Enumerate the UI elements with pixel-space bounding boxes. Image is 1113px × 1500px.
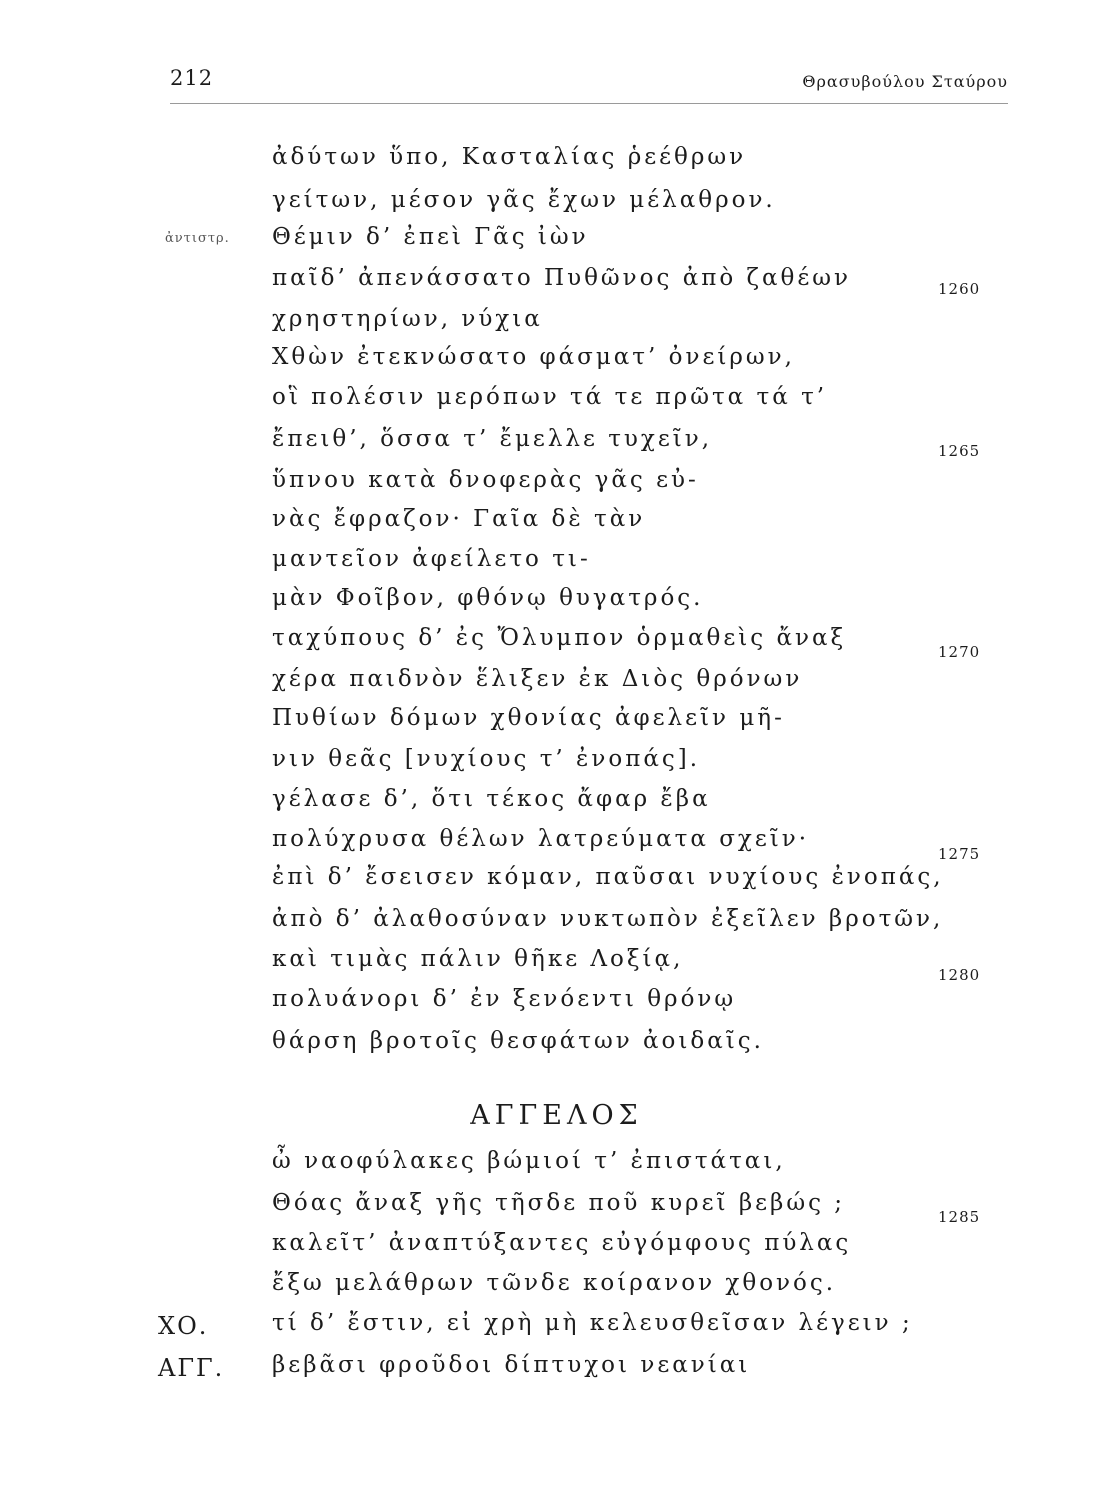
verse-line: Πυθίων δόμων χθονίας ἀφελεῖν μῆ-: [272, 705, 785, 731]
verse-line: πολυάνορι δ’ ἐν ξενόεντι θρόνῳ: [272, 986, 737, 1012]
verse-line: μαντεῖον ἀφείλετο τι-: [272, 546, 591, 572]
verse-line: Χθὼν ἐτεκνώσατο φάσματ’ ὀνείρων,: [272, 344, 795, 370]
verse-line: μὰν Φοῖβον, φθόνῳ θυγατρός.: [272, 585, 704, 611]
header-rule: [170, 103, 1008, 104]
speaker-label-chorus: ΧΟ.: [158, 1312, 209, 1340]
running-head: Θρασυβούλου Σταύρου: [802, 72, 1008, 91]
verse-line: παῖδ’ ἀπενάσσατο Πυθῶνος ἀπὸ ζαθέων: [272, 265, 851, 291]
line-number: 1280: [938, 966, 981, 984]
line-number: 1260: [938, 280, 981, 298]
speaker-label-messenger: ΑΓΓ.: [158, 1354, 225, 1382]
verse-line: ἀδύτων ὕπο, Κασταλίας ῥεέθρων: [272, 144, 747, 170]
page-number: 212: [170, 66, 214, 90]
verse-line: γέλασε δ’, ὅτι τέκος ἄφαρ ἔβα: [272, 786, 711, 812]
verse-line: βεβᾶσι φροῦδοι δίπτυχοι νεανίαι: [272, 1352, 751, 1378]
verse-line: νὰς ἔφραζον· Γαῖα δὲ τὰν: [272, 506, 646, 532]
verse-line: θάρση βροτοῖς θεσφάτων ἀοιδαῖς.: [272, 1028, 764, 1054]
section-heading: ΑΓΓΕΛΟΣ: [470, 1100, 643, 1131]
line-number: 1285: [938, 1208, 981, 1226]
verse-line: ὕπνου κατὰ δνοφερὰς γᾶς εὐ-: [272, 467, 699, 493]
verse-line: καλεῖτ’ ἀναπτύξαντες εὐγόμφους πύλας: [272, 1230, 852, 1256]
verse-line: ἐπὶ δ’ ἔσεισεν κόμαν, παῦσαι νυχίους ἐνοπάς,: [272, 864, 944, 890]
verse-line: Θόας ἄναξ γῆς τῆσδε ποῦ κυρεῖ βεβώς ;: [272, 1190, 846, 1216]
verse-line: χέρα παιδνὸν ἕλιξεν ἐκ Διὸς θρόνων: [272, 666, 803, 692]
verse-line: καὶ τιμὰς πάλιν θῆκε Λοξίᾳ,: [272, 946, 684, 972]
verse-line: πολύχρυσα θέλων λατρεύματα σχεῖν·: [272, 826, 810, 852]
antistrophe-label: ἀντιστρ.: [165, 231, 230, 246]
verse-line: τί δ’ ἔστιν, εἰ χρὴ μὴ κελευσθεῖσαν λέγειν ;: [272, 1310, 913, 1336]
verse-line: ἀπὸ δ’ ἀλαθοσύναν νυκτωπὸν ἐξεῖλεν βροτῶν,: [272, 906, 944, 932]
verse-line: ἔξω μελάθρων τῶνδε κοίρανον χθονός.: [272, 1270, 837, 1296]
verse-line: ταχύπους δ’ ἐς Ὄλυμπον ὁρμαθεὶς ἄναξ: [272, 625, 847, 651]
verse-line: ἔπειθ’, ὅσσα τ’ ἔμελλε τυχεῖν,: [272, 426, 713, 452]
page-header: [170, 66, 1008, 104]
line-number: 1270: [938, 643, 981, 661]
line-number: 1265: [938, 442, 981, 460]
line-number: 1275: [938, 845, 981, 863]
verse-line: οἳ πολέσιν μερόπων τά τε πρῶτα τά τ’: [272, 384, 828, 410]
verse-line: χρηστηρίων, νύχια: [272, 306, 543, 332]
verse-line: νιν θεᾶς [νυχίους τ’ ἐνοπάς].: [272, 746, 701, 772]
verse-line: ὦ ναοφύλακες βώμιοί τ’ ἐπιστάται,: [272, 1148, 786, 1174]
verse-line: Θέμιν δ’ ἐπεὶ Γᾶς ἰὼν: [272, 224, 589, 250]
verse-line: γείτων, μέσον γᾶς ἔχων μέλαθρον.: [272, 187, 776, 213]
